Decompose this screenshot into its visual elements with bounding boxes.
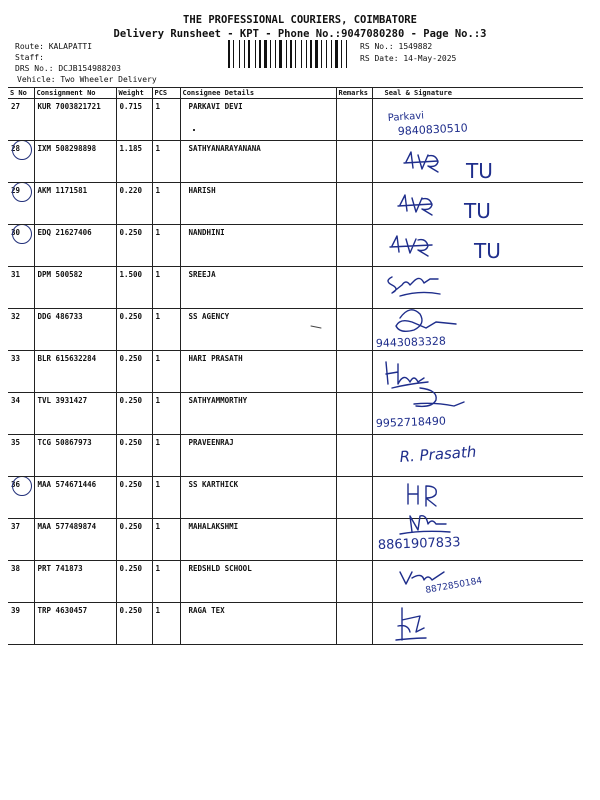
cell-pcs: 1 — [152, 519, 180, 561]
cell-weight: 0.250 — [116, 393, 152, 435]
cell-weight: 0.715 — [116, 99, 152, 141]
consignee-name: HARISH — [188, 186, 216, 195]
consignee-name: SREEJA — [188, 270, 216, 279]
cell-sno: 31 — [8, 267, 34, 309]
cell-consignment: EDQ 21627406 — [34, 225, 116, 267]
cell-consignment: BLR 615632284 — [34, 351, 116, 393]
consignee-name: RAGA TEX — [188, 606, 225, 615]
cell-weight: 0.250 — [116, 309, 152, 351]
cell-sno: 35 — [8, 435, 34, 477]
cell-pcs: 1 — [152, 435, 180, 477]
cell-sno: 27 — [8, 99, 34, 141]
cell-consignment: IXM 508298898 — [34, 141, 116, 183]
consignee-name: MAHALAKSHMI — [188, 522, 239, 531]
cell-pcs: 1 — [152, 141, 180, 183]
cell-pcs: 1 — [152, 183, 180, 225]
cell-pcs: 1 — [152, 393, 180, 435]
consignee-name: SS KARTHICK — [188, 480, 239, 489]
cell-weight: 0.250 — [116, 603, 152, 645]
cell-sno: 39 — [8, 603, 34, 645]
rs-date: RS Date: 14-May-2025 — [360, 54, 457, 63]
consignee-name: SATHYAMMORTHY — [188, 396, 248, 405]
cell-weight: 0.250 — [116, 519, 152, 561]
col-header-consignee: Consignee Details — [180, 88, 336, 99]
consignee-name: PRAVEENRAJ — [188, 438, 234, 447]
consignee-name: NANDHINI — [188, 228, 225, 237]
handwritten-mark-28: TU — [466, 159, 493, 183]
handwritten-phone-34: 9952718490 — [375, 414, 447, 430]
cell-weight: 0.220 — [116, 183, 152, 225]
handwritten-phone-27: 9840830510 — [397, 121, 469, 138]
cell-pcs: 1 — [152, 309, 180, 351]
cell-consignment: DPM 500582 — [34, 267, 116, 309]
cell-consignment: MAA 577489874 — [34, 519, 116, 561]
col-header-pcs: PCS — [152, 88, 180, 99]
cell-pcs: 1 — [152, 225, 180, 267]
col-header-sno: S No — [8, 88, 34, 99]
drs-number: DRS No.: DCJB154988203 — [15, 64, 121, 73]
rs-number: RS No.: 1549882 — [360, 42, 433, 51]
cell-pcs: 1 — [152, 99, 180, 141]
staff-text: Staff: — [15, 53, 44, 62]
col-header-signature: Seal & Signature — [372, 88, 583, 99]
cell-consignment: PRT 741873 — [34, 561, 116, 603]
handwritten-mark-29: TU — [464, 199, 491, 223]
cell-weight: 0.250 — [116, 351, 152, 393]
cell-consignment: KUR 7003821721 — [34, 99, 116, 141]
handwritten-signature-35: R. Prasath — [399, 442, 477, 466]
handwritten-phone-38: 8872850184 — [424, 576, 483, 596]
cell-consignment: TCG 50867973 — [34, 435, 116, 477]
cell-weight: 0.250 — [116, 435, 152, 477]
consignee-name: REDSHLD SCHOOL — [188, 564, 252, 573]
handwritten-phone-32: 9443083328 — [375, 334, 447, 350]
vehicle-text: Vehicle: Two Wheeler Delivery — [17, 75, 157, 84]
cell-consignment: AKM 1171581 — [34, 183, 116, 225]
cell-weight: 1.185 — [116, 141, 152, 183]
cell-pcs: 1 — [152, 477, 180, 519]
cell-weight: 0.250 — [116, 225, 152, 267]
cell-sno: 38 — [8, 561, 34, 603]
cell-sno: 32 — [8, 309, 34, 351]
handwritten-mark-30: TU — [474, 239, 501, 263]
sno-text: 30 — [11, 228, 21, 237]
cell-pcs: 1 — [152, 603, 180, 645]
cell-weight: 1.500 — [116, 267, 152, 309]
consignee-name: PARKAVI DEVI — [188, 102, 243, 111]
col-header-weight: Weight — [116, 88, 152, 99]
col-header-remarks: Remarks — [336, 88, 372, 99]
col-header-consignment: Consignment No — [34, 88, 116, 99]
company-title: THE PROFESSIONAL COURIERS, COIMBATORE — [183, 14, 417, 26]
sno-text: 29 — [11, 186, 21, 195]
cell-pcs: 1 — [152, 351, 180, 393]
cell-weight: 0.250 — [116, 477, 152, 519]
cell-consignment: DDG 486733 — [34, 309, 116, 351]
cell-consignment: TVL 3931427 — [34, 393, 116, 435]
cell-sno: 34 — [8, 393, 34, 435]
cell-pcs: 1 — [152, 267, 180, 309]
cell-consignment: TRP 4630457 — [34, 603, 116, 645]
consignee-name: SS AGENCY — [188, 312, 230, 321]
cell-sno: 33 — [8, 351, 34, 393]
cell-sno: 37 — [8, 519, 34, 561]
handwritten-phone-37: 8861907833 — [377, 535, 461, 553]
cell-pcs: 1 — [152, 561, 180, 603]
consignee-name: SATHYANARAYANANA — [188, 144, 261, 153]
sno-text: 36 — [11, 480, 21, 489]
cell-consignment: MAA 574671446 — [34, 477, 116, 519]
runsheet-subtitle: Delivery Runsheet - KPT - Phone No.:9047080280 - Page No.:3 — [113, 28, 487, 40]
cell-weight: 0.250 — [116, 561, 152, 603]
sno-text: 28 — [11, 144, 21, 153]
route-text: Route: KALAPATTI — [15, 42, 93, 51]
consignee-name: HARI PRASATH — [188, 354, 243, 363]
handwritten-name-27: Parkavi — [387, 110, 425, 124]
